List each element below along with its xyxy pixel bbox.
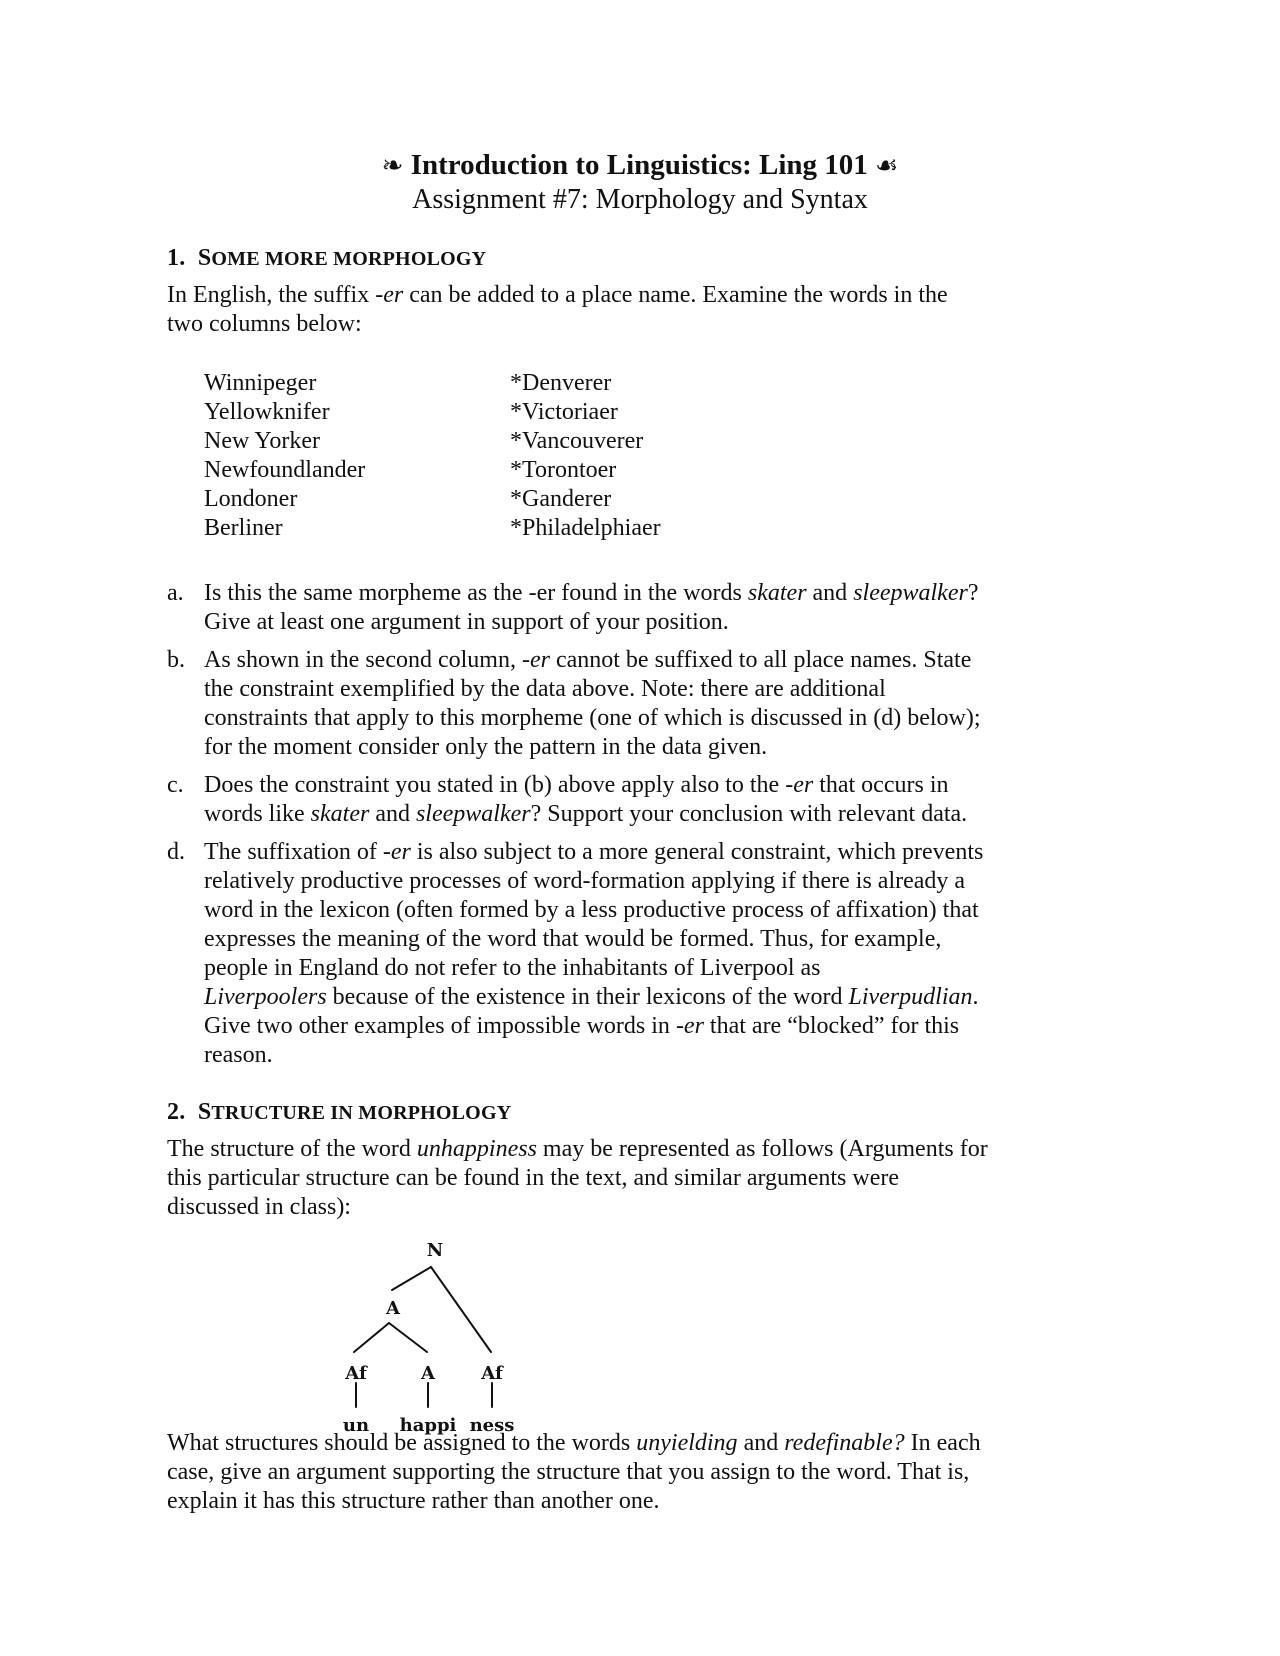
italic-term: unyielding <box>636 1430 738 1456</box>
word-item: Winnipeger <box>204 370 317 396</box>
question-line: explain it has this structure rather than another one. <box>167 1488 660 1514</box>
word-item: Berliner <box>204 515 283 541</box>
word-item: New Yorker <box>204 428 320 454</box>
course-title <box>0 148 1280 183</box>
question-line: Is this the same morpheme as the -er found in the words skater and sleepwalker? <box>204 580 979 606</box>
question-line: the constraint exemplified by the data above. Note: there are additional <box>204 676 886 702</box>
intro-line: this particular structure can be found in the text, and similar arguments were <box>167 1165 899 1191</box>
tree-node-adjective: A <box>386 1298 400 1319</box>
question-item <box>167 579 1127 637</box>
intro-line-1 <box>167 281 1117 310</box>
tree-leaf-ness: ness <box>469 1415 515 1436</box>
starred-word-item: *Denverer <box>510 370 612 396</box>
starred-word-item: *Vancouverer <box>510 428 644 454</box>
section-2-intro <box>167 1135 1147 1222</box>
starred-word-item: *Torontoer <box>510 457 617 483</box>
italic-term: -er <box>382 839 411 865</box>
fleuron-left-icon: ❧ <box>381 151 404 180</box>
section-1-intro <box>167 281 1117 339</box>
italic-term: sleepwalker <box>415 801 531 827</box>
question-line: people in England do not refer to the inhabitants of Liverpool as <box>204 955 821 981</box>
word-item: Londoner <box>204 486 298 512</box>
italic-term: Liverpudlian <box>848 984 973 1010</box>
question-line: Give at least one argument in support of your position. <box>204 609 729 635</box>
italic-term: redefinable? <box>784 1430 905 1456</box>
intro-text: In English, the suffix <box>167 282 376 308</box>
question-line: word in the lexicon (often formed by a less productive process of affixation) that <box>204 897 979 923</box>
italic-term: -er <box>521 647 550 673</box>
question-letter: c. <box>167 772 184 798</box>
question-letter: d. <box>167 839 185 865</box>
morphology-tree-diagram <box>320 1230 540 1450</box>
question-line: case, give an argument supporting the structure that you assign to the word. That is, <box>167 1459 970 1485</box>
tree-node-affix: Af <box>345 1363 367 1384</box>
question-line: Give two other examples of impossible words in -er that are “blocked” for this <box>204 1013 960 1039</box>
tree-leaf-happi: happi <box>399 1415 457 1436</box>
section-1-heading-rest: OME MORE MORPHOLOGY <box>211 248 487 270</box>
fleuron-right-icon: ☙ <box>875 151 899 180</box>
question-line: words like skater and sleepwalker? Support your conclusion with relevant data. <box>204 801 968 827</box>
section-2-heading-initial: S <box>197 1099 212 1125</box>
section-2-question <box>167 1429 1147 1516</box>
section-2-heading <box>167 1097 1117 1128</box>
section-2-number: 2. <box>167 1099 186 1125</box>
section-1-number: 1. <box>167 245 186 271</box>
question-line: The suffixation of -er is also subject to a more general constraint, which prevents <box>204 839 984 865</box>
ungrammatical-words-column <box>510 369 661 543</box>
italic-term: -er <box>785 772 814 798</box>
word-item: Newfoundlander <box>204 457 366 483</box>
italic-term: Liverpoolers <box>204 984 327 1010</box>
italic-term: skater <box>747 580 807 606</box>
intro-line: discussed in class): <box>167 1194 351 1220</box>
grammatical-words-column <box>204 369 365 543</box>
tree-node-adjective-stem: A <box>421 1363 435 1384</box>
question-line: reason. <box>204 1042 273 1068</box>
section-1-heading <box>167 243 1117 274</box>
suffix-er: -er <box>375 282 404 308</box>
question-line: relatively productive processes of word-formation applying if there is already a <box>204 868 966 894</box>
italic-term: sleepwalker <box>853 580 968 606</box>
question-letter: a. <box>167 580 184 606</box>
question-letter: b. <box>167 647 185 673</box>
assignment-subtitle: Assignment #7: Morphology and Syntax <box>412 184 868 215</box>
section-1-heading-initial: S <box>197 245 212 271</box>
question-item <box>167 838 1127 1070</box>
question-line: As shown in the second column, -er cannot be suffixed to all place names. State <box>204 647 972 673</box>
document-header <box>0 148 1280 217</box>
intro-text: can be added to a place name. Examine the words in the <box>403 282 948 308</box>
tree-node-affix: Af <box>481 1363 503 1384</box>
question-item <box>167 646 1127 762</box>
question-line: constraints that apply to this morpheme (one of which is discussed in (d) below); <box>204 705 981 731</box>
starred-word-item: *Ganderer <box>510 486 612 512</box>
section-1-questions <box>167 579 1127 1079</box>
section-1-heading-block <box>167 243 1117 274</box>
question-line: for the moment consider only the pattern in the data given. <box>204 734 768 760</box>
starred-word-item: *Philadelphiaer <box>510 515 661 541</box>
course-title-text: Introduction to Linguistics: Ling 101 <box>410 149 868 181</box>
word-item: Yellowknifer <box>204 399 330 425</box>
intro-line-2: two columns below: <box>167 311 362 337</box>
italic-term: unhappiness <box>416 1136 537 1162</box>
question-line: Liverpoolers because of the existence in their lexicons of the word Liverpudlian. <box>204 984 979 1010</box>
tree-leaf-un: un <box>342 1415 370 1436</box>
tree-node-root-n: N <box>426 1240 444 1261</box>
section-2-heading-block <box>167 1097 1117 1128</box>
intro-line: The structure of the word unhappiness may be represented as follows (Arguments for <box>167 1136 988 1162</box>
italic-term: -er <box>675 1013 704 1039</box>
question-item <box>167 771 1127 829</box>
question-line: What structures should be assigned to the words unyielding and redefinable? In each <box>167 1430 981 1456</box>
section-2-heading-rest: TRUCTURE IN MORPHOLOGY <box>211 1102 512 1124</box>
italic-term: skater <box>310 801 370 827</box>
question-line: Does the constraint you stated in (b) above apply also to the -er that occurs in <box>204 772 949 798</box>
starred-word-item: *Victoriaer <box>510 399 618 425</box>
question-line: expresses the meaning of the word that would be formed. Thus, for example, <box>204 926 942 952</box>
